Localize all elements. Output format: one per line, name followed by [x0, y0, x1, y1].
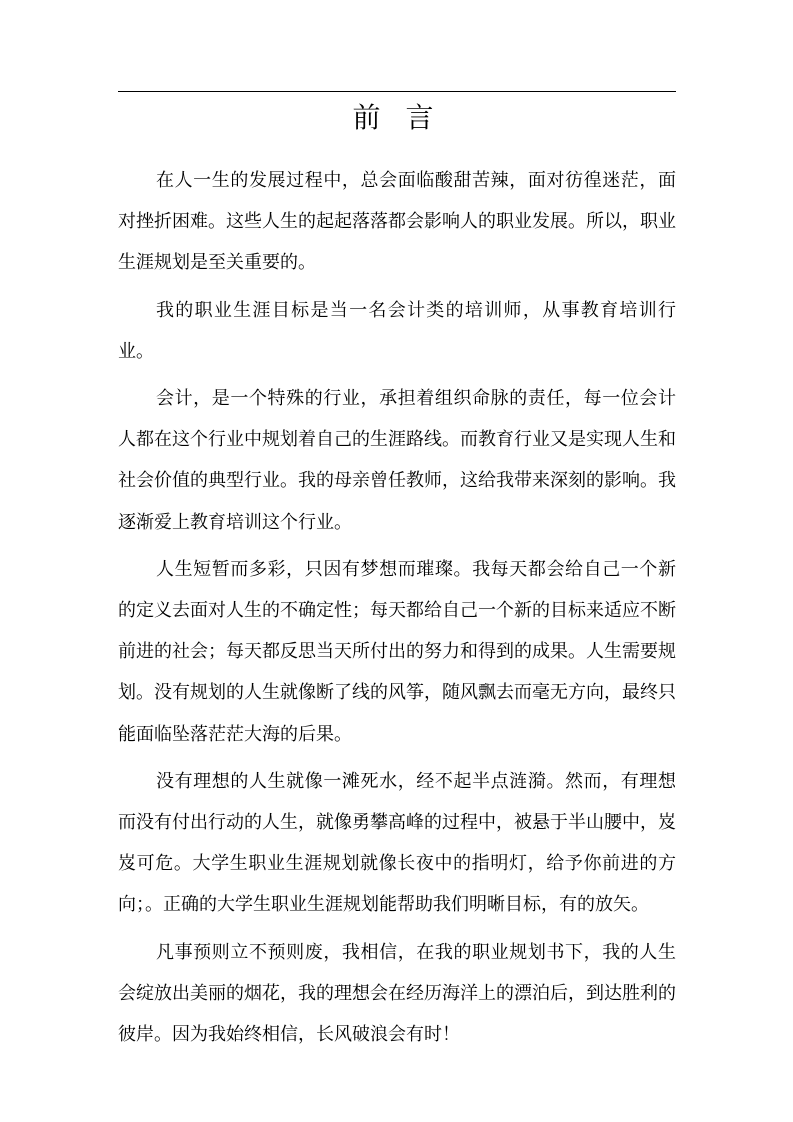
paragraph-4: 人生短暂而多彩，只因有梦想而璀璨。我每天都会给自己一个新的定义去面对人生的不确定性；每天都给自己一个新的目标来适应不断前进的社会；每天都反思当天所付出的努力和得到的成果。人生需要规划。没有规划的人生就像断了线的风筝，随风飘去而毫无方向，最终只能面临坠落茫茫大海的后果。 [118, 558, 676, 745]
paragraph-2: 我的职业生涯目标是当一名会计类的培训师，从事教育培训行业。 [118, 299, 676, 362]
paragraph-1: 在人一生的发展过程中，总会面临酸甜苦辣，面对彷徨迷茫，面对挫折困难。这些人生的起起落落都会影响人的职业发展。所以，职业生涯规划是至关重要的。 [118, 170, 676, 274]
body-text [118, 160, 676, 1061]
paragraph-5: 没有理想的人生就像一滩死水，经不起半点涟漪。然而，有理想而没有付出行动的人生，就像勇攀高峰的过程中，被悬于半山腰中，岌岌可危。大学生职业生涯规划就像长夜中的指明灯，给予你前进的方向；。正确的大学生职业生涯规划能帮助我们明晰目标，有的放矢。 [118, 770, 676, 916]
paragraph-3: 会计，是一个特殊的行业，承担着组织命脉的责任，每一位会计人都在这个行业中规划着自己的生涯路线。而教育行业又是实现人生和社会价值的典型行业。我的母亲曾任教师，这给我带来深刻的影响。我逐渐爱上教育培训这个行业。 [118, 388, 676, 533]
paragraph-6: 凡事预则立不预则废，我相信，在我的职业规划书下，我的人生会绽放出美丽的烟花，我的理想会在经历海洋上的漂泊后，到达胜利的彼岸。因为我始终相信，长风破浪会有时！ [118, 941, 676, 1046]
header-rule [118, 91, 676, 92]
page-title: 前 言 [352, 101, 442, 134]
